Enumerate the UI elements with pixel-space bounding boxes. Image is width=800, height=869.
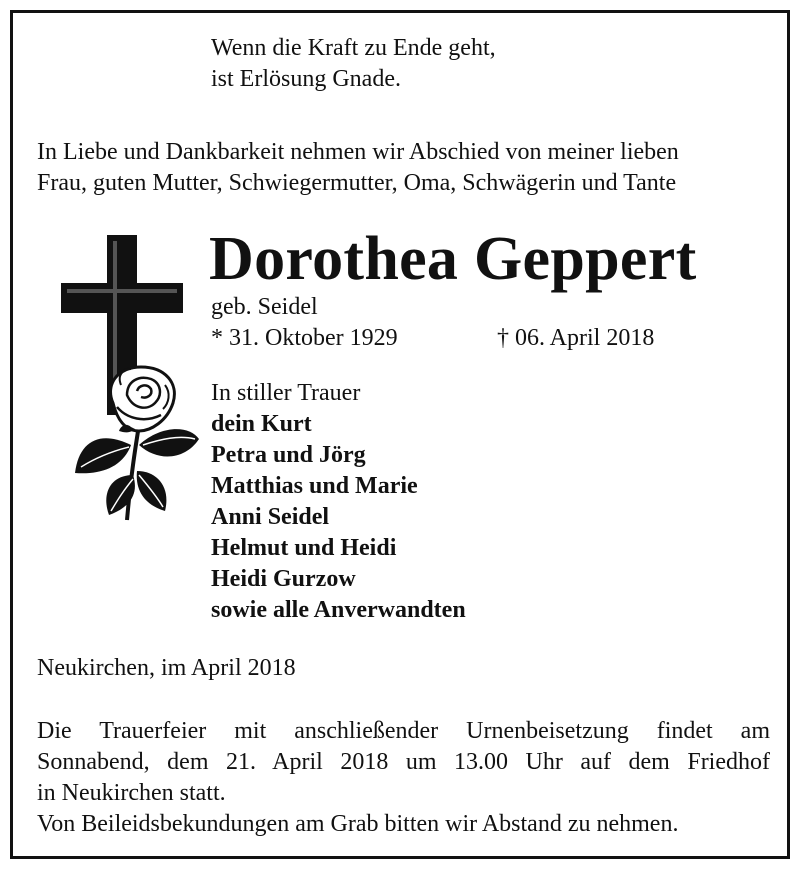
deceased-name: Dorothea Geppert xyxy=(209,225,697,293)
intro-text xyxy=(37,137,679,199)
cross-and-rose-emblem xyxy=(61,235,201,525)
service-notice xyxy=(37,716,770,840)
motto-line: ist Erlösung Gnade. xyxy=(211,66,401,92)
service-line: Sonnabend, dem 21. April 2018 um 13.00 Uhr auf dem Friedhof xyxy=(37,749,770,775)
condolence-note: Von Beileidsbekundungen am Grab bitten wir Abstand zu nehmen. xyxy=(37,811,679,837)
mourner-name: Helmut und Heidi xyxy=(211,535,397,561)
service-line: in Neukirchen statt. xyxy=(37,780,226,806)
place-and-date: Neukirchen, im April 2018 xyxy=(37,655,296,681)
service-line: Die Trauerfeier mit anschließender Urnenbeisetzung findet am xyxy=(37,718,770,744)
mourner-name: Petra und Jörg xyxy=(211,442,366,468)
rose-icon xyxy=(75,367,199,520)
maiden-name: geb. Seidel xyxy=(211,294,318,320)
intro-line: Frau, guten Mutter, Schwiegermutter, Oma, Schwägerin und Tante xyxy=(37,170,677,196)
mourner-name: Matthias und Marie xyxy=(211,473,418,499)
intro-line: In Liebe und Dankbarkeit nehmen wir Abschied von meiner lieben xyxy=(37,139,679,165)
mourner-name: Heidi Gurzow xyxy=(211,566,356,592)
birth-date: * 31. Oktober 1929 xyxy=(211,325,398,351)
mourners-heading: In stiller Trauer xyxy=(211,380,361,406)
motto xyxy=(211,33,496,95)
mourner-name: Anni Seidel xyxy=(211,504,330,530)
mourner-name: sowie alle Anverwandten xyxy=(211,597,466,623)
motto-line: Wenn die Kraft zu Ende geht, xyxy=(211,35,496,61)
mourners-list xyxy=(211,378,466,626)
obituary-frame xyxy=(10,10,790,859)
death-date: † 06. April 2018 xyxy=(497,325,655,351)
mourner-name: dein Kurt xyxy=(211,411,312,437)
